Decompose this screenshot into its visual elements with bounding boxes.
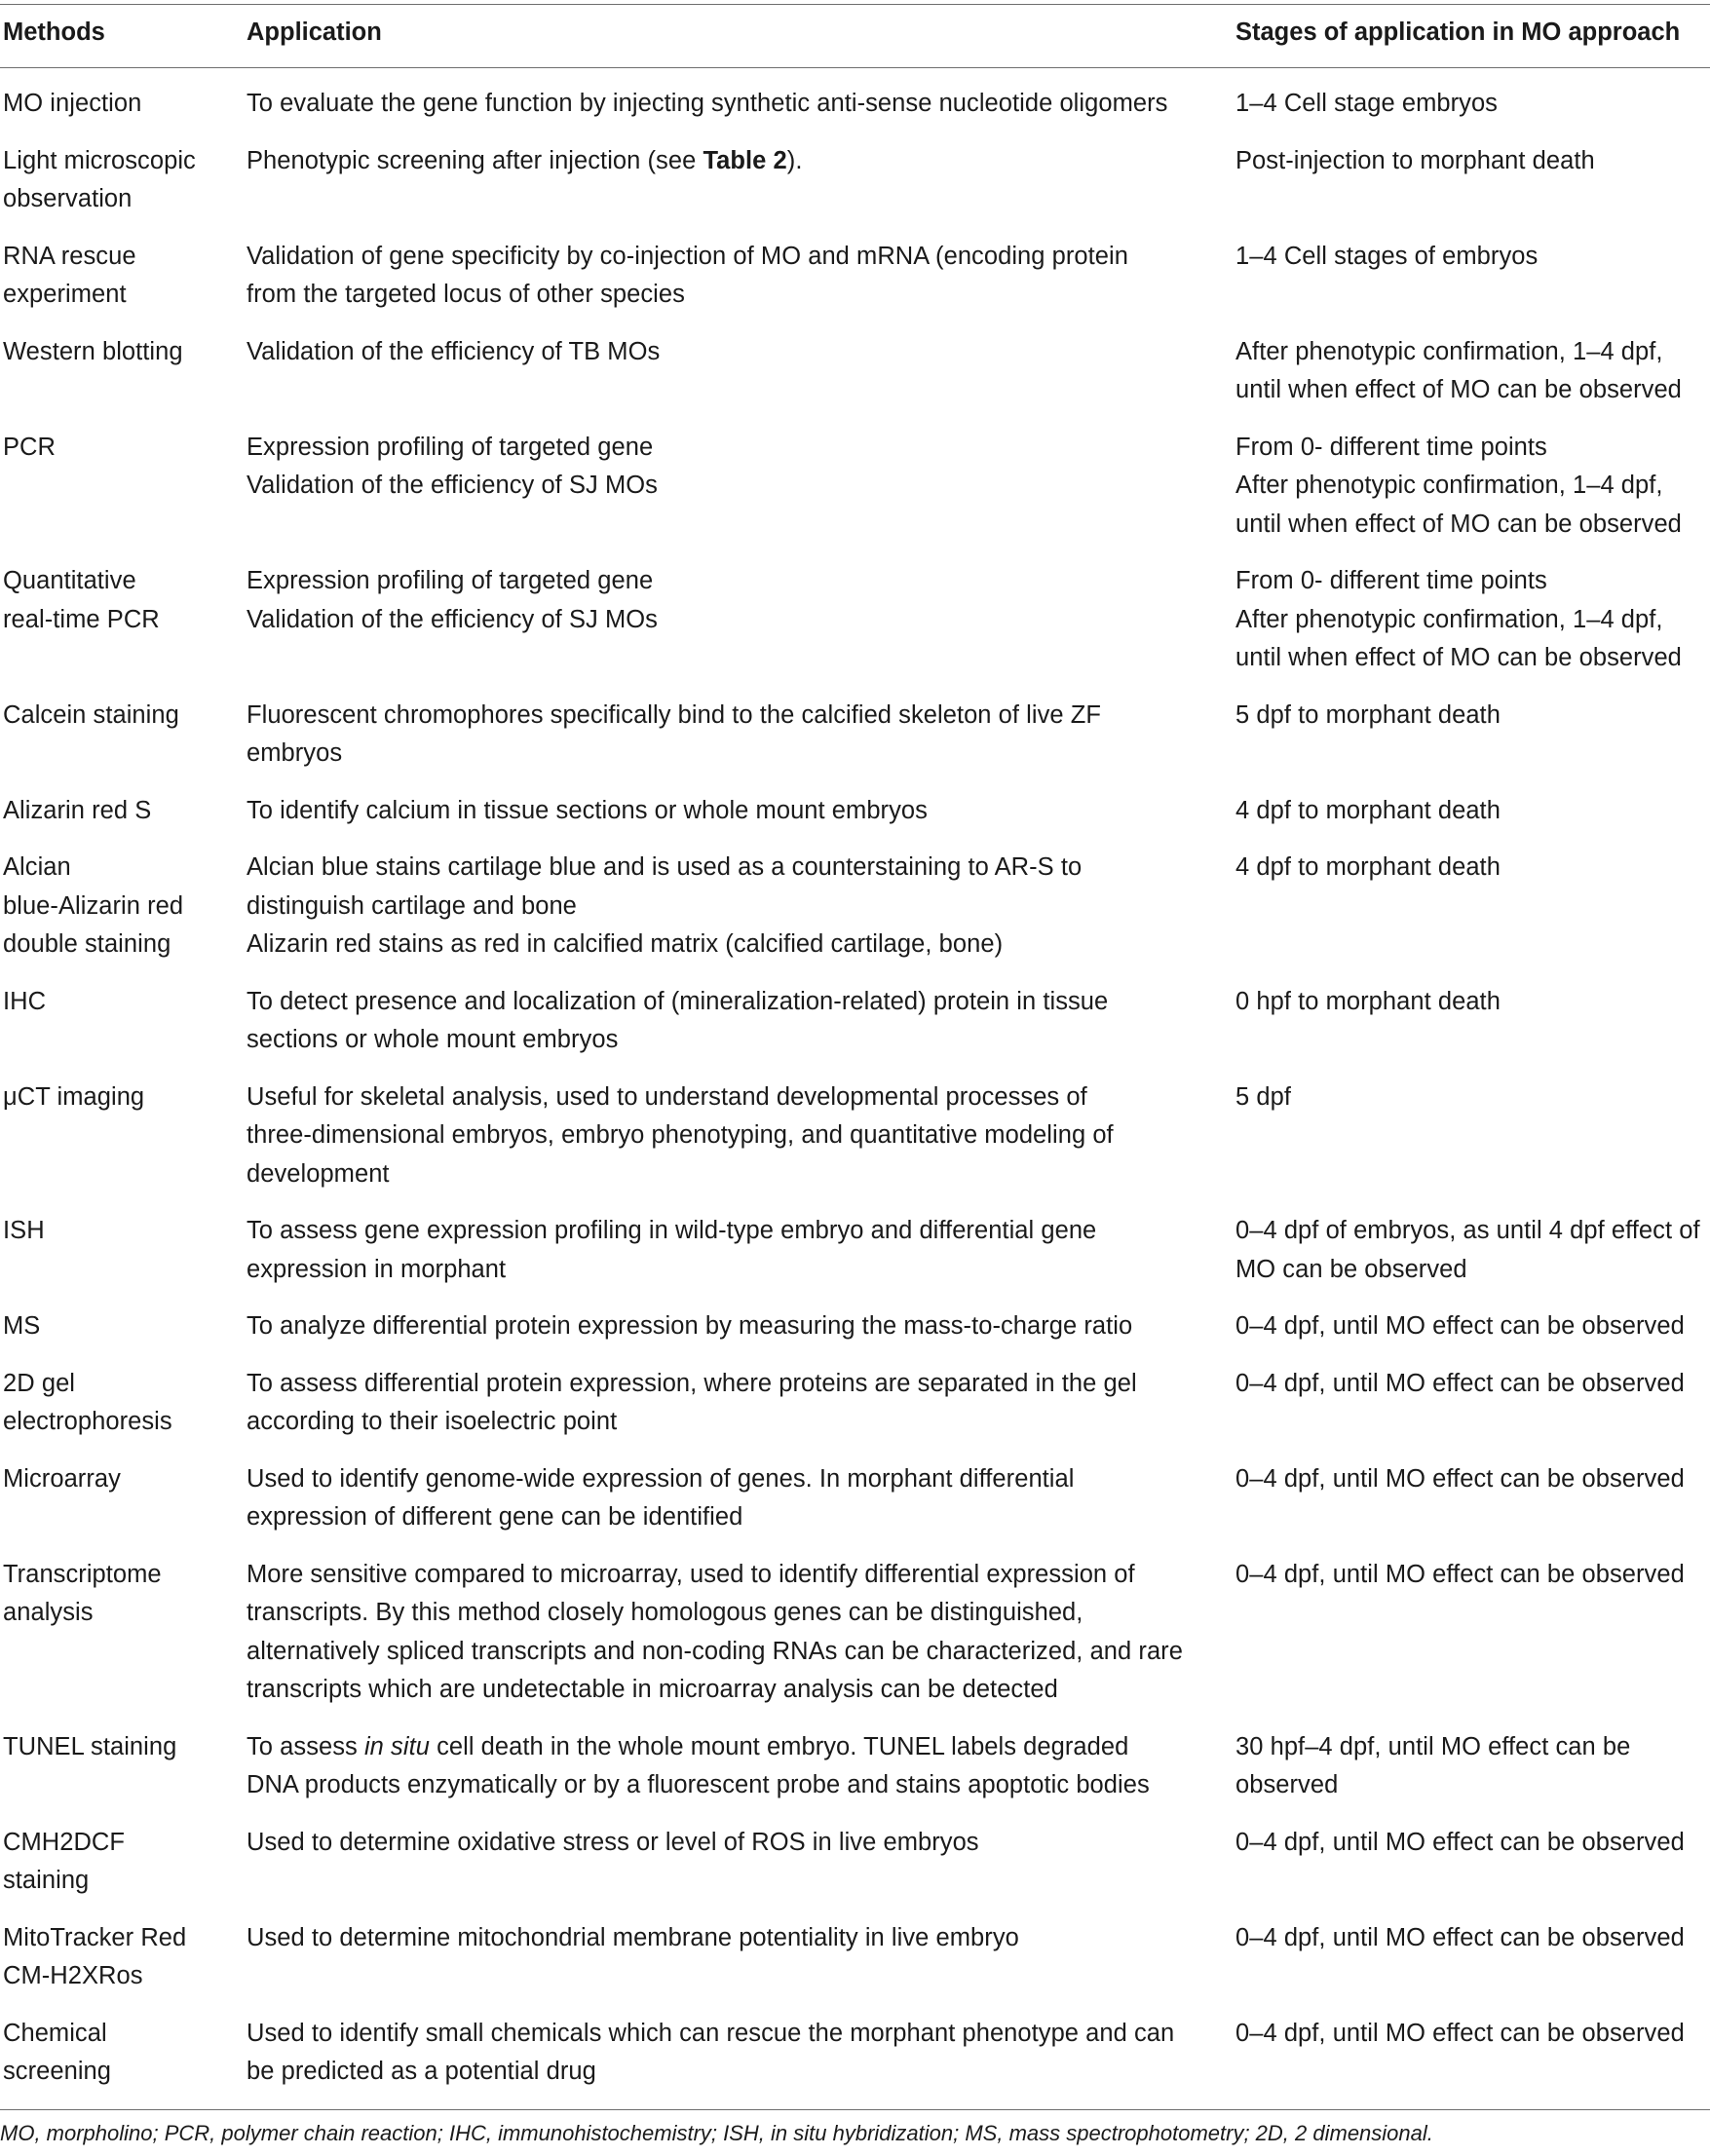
application-text: Validation of the efficiency of TB MOs xyxy=(247,337,661,365)
method-text: Chemical xyxy=(3,2019,107,2047)
method-text: Transcriptome xyxy=(3,1560,162,1588)
application-cell xyxy=(247,562,1235,697)
stage-text: 30 hpf–4 dpf, until MO effect can be xyxy=(1235,1732,1631,1760)
application-cell xyxy=(247,1556,1235,1728)
application-text: transcripts which are undetectable in microarray analysis can be detected xyxy=(247,1676,1058,1703)
application-text: expression in morphant xyxy=(247,1255,507,1283)
method-text: μCT imaging xyxy=(3,1082,145,1111)
application-text: alternatively spliced transcripts and non-coding RNAs can be characterized, and rare xyxy=(247,1637,1183,1665)
method-text: PCR xyxy=(3,433,56,461)
application-text: Expression profiling of targeted gene xyxy=(247,567,654,594)
method-cell xyxy=(0,1824,247,1919)
method-cell xyxy=(0,1365,247,1460)
method-cell xyxy=(0,792,247,850)
table-row xyxy=(0,1919,1710,2015)
header-row xyxy=(0,5,1710,68)
stage-text: From 0- different time points xyxy=(1235,433,1547,461)
method-text: IHC xyxy=(3,987,47,1015)
stage-text: MO can be observed xyxy=(1235,1255,1467,1283)
table-row xyxy=(0,792,1710,850)
method-cell xyxy=(0,562,247,697)
stage-text: 0–4 dpf, until MO effect can be observed xyxy=(1235,1560,1685,1588)
application-text: To analyze differential protein expression by measuring the mass-to-charge ratio xyxy=(247,1312,1133,1340)
stage-cell xyxy=(1235,562,1710,697)
method-cell xyxy=(0,429,247,563)
method-text: 2D gel xyxy=(3,1369,76,1397)
method-text: ISH xyxy=(3,1217,45,1244)
application-text: To assess gene expression profiling in wild-type embryo and differential gene xyxy=(247,1217,1097,1244)
method-text: Alizarin red S xyxy=(3,796,152,824)
table-row xyxy=(0,562,1710,697)
stage-cell xyxy=(1235,68,1710,142)
application-text: be predicted as a potential drug xyxy=(247,2058,596,2085)
application-text: Used to identify genome-wide expression of genes. In morphant differential xyxy=(247,1464,1075,1493)
application-cell xyxy=(247,849,1235,983)
stage-cell xyxy=(1235,1919,1710,2015)
method-cell xyxy=(0,238,247,333)
application-text: distinguish cartilage and bone xyxy=(247,891,577,920)
method-text: analysis xyxy=(3,1599,94,1626)
application-text: DNA products enzymatically or by a fluorescent probe and stains apoptotic bodies xyxy=(247,1771,1150,1798)
stage-cell xyxy=(1235,1212,1710,1307)
method-text: CM-H2XRos xyxy=(3,1962,143,1989)
stage-text: 0–4 dpf, until MO effect can be observed xyxy=(1235,1369,1685,1397)
stage-cell xyxy=(1235,1307,1710,1365)
application-text: three-dimensional embryos, embryo phenotyping, and quantitative modeling of xyxy=(247,1121,1114,1149)
stage-text: until when effect of MO can be observed xyxy=(1235,510,1682,538)
header-methods: Methods xyxy=(0,5,247,68)
application-text: Validation of the efficiency of SJ MOs xyxy=(247,472,658,499)
stage-cell xyxy=(1235,1460,1710,1556)
stage-cell xyxy=(1235,1078,1710,1213)
stage-cell xyxy=(1235,697,1710,792)
method-cell xyxy=(0,142,247,238)
method-text: Western blotting xyxy=(3,337,183,365)
table-row xyxy=(0,333,1710,429)
application-text: Alizarin red stains as red in calcified matrix (calcified cartilage, bone) xyxy=(247,930,1004,958)
stage-text: 0–4 dpf, until MO effect can be observed xyxy=(1235,1828,1685,1856)
application-text: development xyxy=(247,1159,390,1188)
stage-text: 0 hpf to morphant death xyxy=(1235,987,1501,1015)
method-text: TUNEL staining xyxy=(3,1732,177,1760)
method-cell xyxy=(0,849,247,983)
application-cell xyxy=(247,983,1235,1078)
application-cell xyxy=(247,429,1235,563)
method-cell xyxy=(0,1728,247,1824)
methods-table xyxy=(0,4,1710,2110)
application-text-part: ). xyxy=(786,146,803,174)
table-row xyxy=(0,1307,1710,1365)
application-text: embryos xyxy=(247,739,343,767)
method-text: screening xyxy=(3,2058,112,2085)
application-cell xyxy=(247,1728,1235,1824)
stage-text: From 0- different time points xyxy=(1235,567,1547,594)
application-text: from the targeted locus of other species xyxy=(247,281,685,308)
method-text: experiment xyxy=(3,281,127,308)
method-text: observation xyxy=(3,185,133,212)
table-row xyxy=(0,68,1710,142)
application-cell xyxy=(247,238,1235,333)
application-cell xyxy=(247,333,1235,429)
stage-cell xyxy=(1235,792,1710,850)
stage-cell xyxy=(1235,429,1710,563)
stage-cell xyxy=(1235,1728,1710,1824)
application-cell xyxy=(247,1460,1235,1556)
application-text: transcripts. By this method closely homologous genes can be distinguished, xyxy=(247,1599,1083,1626)
application-cell xyxy=(247,68,1235,142)
method-text: Light microscopic xyxy=(3,146,196,174)
method-cell xyxy=(0,697,247,792)
table-row xyxy=(0,983,1710,1078)
application-text: More sensitive compared to microarray, used to identify differential expression of xyxy=(247,1560,1135,1588)
stage-cell xyxy=(1235,1556,1710,1728)
method-text: MitoTracker Red xyxy=(3,1923,187,1951)
application-text-part: Phenotypic screening after injection (see xyxy=(247,146,703,174)
method-text: CMH2DCF xyxy=(3,1828,126,1856)
stage-text: 0–4 dpf of embryos, as until 4 dpf effect of xyxy=(1235,1217,1700,1244)
application-text: To evaluate the gene function by injecting synthetic anti-sense nucleotide oligomers xyxy=(247,90,1168,117)
stage-cell xyxy=(1235,333,1710,429)
table-row xyxy=(0,849,1710,983)
method-text: Calcein staining xyxy=(3,700,179,729)
application-text: Useful for skeletal analysis, used to understand developmental processes of xyxy=(247,1082,1087,1111)
table-row xyxy=(0,429,1710,563)
method-cell xyxy=(0,983,247,1078)
application-text xyxy=(247,142,1228,181)
method-text: staining xyxy=(3,1867,90,1894)
stage-text: 0–4 dpf, until MO effect can be observed xyxy=(1235,2019,1685,2047)
stage-text: Post-injection to morphant death xyxy=(1235,146,1595,174)
method-cell xyxy=(0,1556,247,1728)
application-text: To assess differential protein expression, where proteins are separated in the gel xyxy=(247,1369,1137,1397)
application-text: Used to determine mitochondrial membrane potentiality in live embryo xyxy=(247,1923,1019,1951)
table-row xyxy=(0,142,1710,238)
table-row xyxy=(0,1824,1710,1919)
application-text-part: To assess xyxy=(247,1732,364,1760)
stage-text: 1–4 Cell stage embryos xyxy=(1235,90,1498,117)
table-body xyxy=(0,68,1710,2110)
method-text: Quantitative xyxy=(3,567,136,594)
stage-text: 5 dpf to morphant death xyxy=(1235,700,1501,729)
method-cell xyxy=(0,1078,247,1213)
stage-text: until when effect of MO can be observed xyxy=(1235,376,1682,403)
application-cell xyxy=(247,1824,1235,1919)
application-cell xyxy=(247,1365,1235,1460)
stage-text: 5 dpf xyxy=(1235,1082,1291,1111)
method-text: Microarray xyxy=(3,1464,121,1493)
method-cell xyxy=(0,68,247,142)
method-cell xyxy=(0,1460,247,1556)
stage-text: 0–4 dpf, until MO effect can be observed xyxy=(1235,1923,1685,1951)
method-cell xyxy=(0,333,247,429)
application-cell xyxy=(247,1307,1235,1365)
application-text: according to their isoelectric point xyxy=(247,1408,618,1435)
application-text-italic: in situ xyxy=(363,1732,430,1760)
stage-cell xyxy=(1235,2015,1710,2110)
application-text: To identify calcium in tissue sections or whole mount embryos xyxy=(247,796,928,824)
method-text: MS xyxy=(3,1312,41,1340)
application-text: Used to determine oxidative stress or level of ROS in live embryos xyxy=(247,1828,979,1856)
application-text: Fluorescent chromophores specifically bind to the calcified skeleton of live ZF xyxy=(247,700,1102,729)
application-cell xyxy=(247,1212,1235,1307)
table-row xyxy=(0,2015,1710,2110)
application-cell xyxy=(247,697,1235,792)
application-cell xyxy=(247,1078,1235,1213)
table-row xyxy=(0,697,1710,792)
table-footnote: MO, morpholino; PCR, polymer chain reaction; IHC, immunohistochemistry; ISH, in situ hybridization; MS, mass spectrophotometry; 2D, 2 dimensional. xyxy=(0,2121,1433,2145)
stage-text: 0–4 dpf, until MO effect can be observed xyxy=(1235,1464,1685,1493)
application-text: sections or whole mount embryos xyxy=(247,1026,619,1053)
table-row xyxy=(0,1078,1710,1213)
table-row xyxy=(0,1556,1710,1728)
application-text: Alcian blue stains cartilage blue and is used as a counterstaining to AR-S to xyxy=(247,853,1083,881)
method-cell xyxy=(0,1307,247,1365)
table-row xyxy=(0,1728,1710,1824)
stage-cell xyxy=(1235,142,1710,238)
table-row xyxy=(0,1460,1710,1556)
application-cell xyxy=(247,142,1235,238)
stage-text: After phenotypic confirmation, 1–4 dpf, xyxy=(1235,337,1663,365)
application-text: expression of different gene can be identified xyxy=(247,1503,743,1531)
application-cell xyxy=(247,2015,1235,2110)
stage-text: until when effect of MO can be observed xyxy=(1235,644,1682,671)
stage-text: After phenotypic confirmation, 1–4 dpf, xyxy=(1235,472,1663,499)
stage-text: 4 dpf to morphant death xyxy=(1235,853,1501,881)
application-text: To detect presence and localization of (mineralization-related) protein in tissue xyxy=(247,987,1109,1015)
stage-text: observed xyxy=(1235,1771,1339,1798)
method-text: double staining xyxy=(3,930,171,958)
stage-text: 4 dpf to morphant death xyxy=(1235,796,1501,824)
stage-text: After phenotypic confirmation, 1–4 dpf, xyxy=(1235,605,1663,633)
table-row xyxy=(0,238,1710,333)
stage-text: 0–4 dpf, until MO effect can be observed xyxy=(1235,1312,1685,1340)
method-text: blue-Alizarin red xyxy=(3,891,184,920)
application-text: Validation of the efficiency of SJ MOs xyxy=(247,605,658,633)
application-cell xyxy=(247,1919,1235,2015)
method-cell xyxy=(0,1212,247,1307)
application-text xyxy=(247,1728,1228,1767)
method-text: RNA rescue xyxy=(3,242,136,270)
table-header xyxy=(0,5,1710,68)
stage-cell xyxy=(1235,1365,1710,1460)
stage-cell xyxy=(1235,849,1710,983)
table-row xyxy=(0,1365,1710,1460)
stage-cell xyxy=(1235,983,1710,1078)
table-row xyxy=(0,1212,1710,1307)
stage-cell xyxy=(1235,1824,1710,1919)
method-cell xyxy=(0,2015,247,2110)
application-text: Validation of gene specificity by co-injection of MO and mRNA (encoding protein xyxy=(247,242,1128,270)
header-application: Application xyxy=(247,5,1235,68)
method-text: real-time PCR xyxy=(3,605,160,633)
method-text: Alcian xyxy=(3,853,71,881)
method-cell xyxy=(0,1919,247,2015)
stage-text: 1–4 Cell stages of embryos xyxy=(1235,242,1539,270)
method-text: MO injection xyxy=(3,90,142,117)
application-text: Used to identify small chemicals which can rescue the morphant phenotype and can xyxy=(247,2019,1175,2047)
table-reference-link[interactable]: Table 2 xyxy=(703,146,787,174)
application-text: Expression profiling of targeted gene xyxy=(247,433,654,461)
method-text: electrophoresis xyxy=(3,1408,172,1435)
header-stages: Stages of application in MO approach xyxy=(1235,5,1710,68)
stage-cell xyxy=(1235,238,1710,333)
application-text-part: cell death in the whole mount embryo. TUNEL labels degraded xyxy=(429,1732,1129,1760)
application-cell xyxy=(247,792,1235,850)
